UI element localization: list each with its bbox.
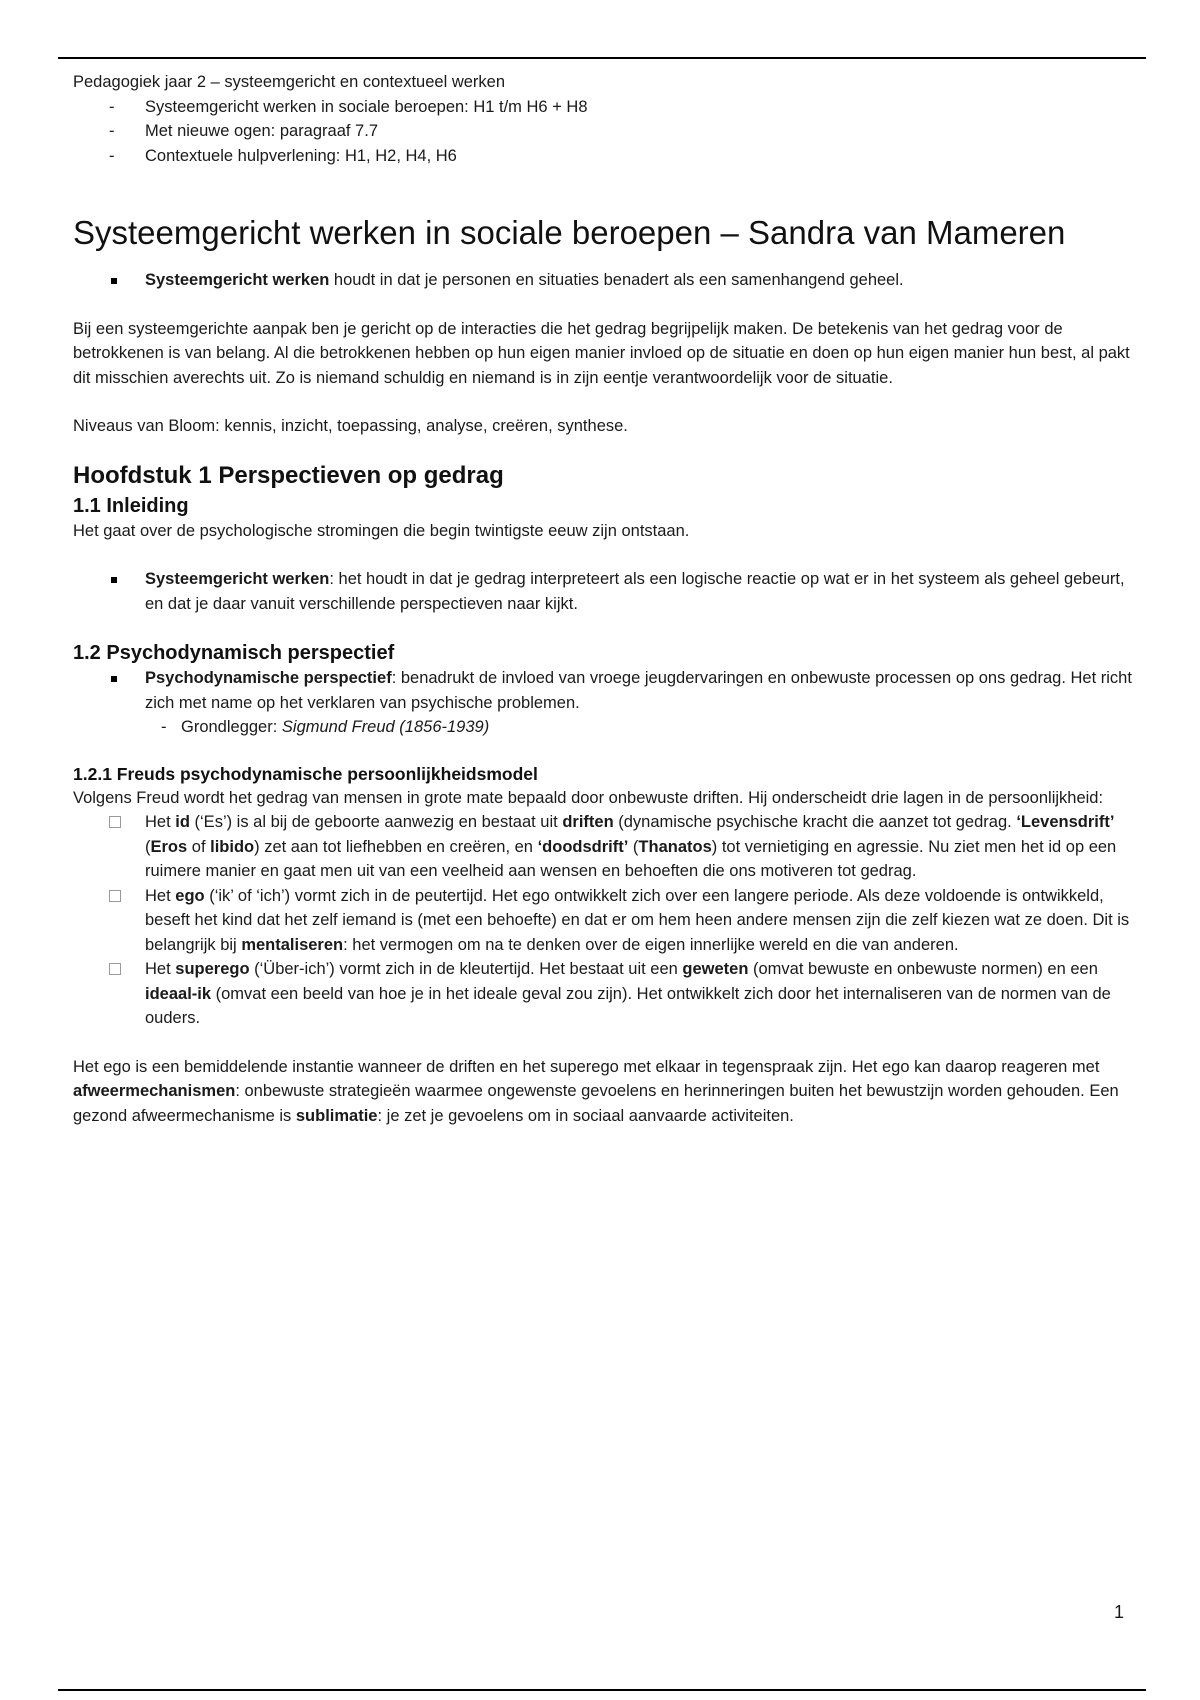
list-item: Het ego (‘ik’ of ‘ich’) vormt zich in de peutertijd. Het ego ontwikkelt zich over een langere periode. Als deze voldoende is ontwikkeld, beseft het kind dat het zelf iemand is (met een behoefte) en dat er om hem heen andere mensen zijn die zelf kiezen wat ze doen. Dit is belangrijk bij mentaliseren: het vermogen om na te denken over de eigen innerlijke wereld en die van anderen. — [73, 884, 1133, 958]
header-rule — [58, 57, 1146, 59]
dash-marker: - — [109, 97, 115, 116]
list-item: - Contextuele hulpverlening: H1, H2, H4, H6 — [73, 144, 1133, 169]
section-bullet-list — [73, 567, 1133, 616]
square-bullet-icon — [111, 577, 117, 583]
subsection-intro: Volgens Freud wordt het gedrag van mensen in grote mate bepaald door onbewuste driften. Hij onderscheidt drie lagen in de persoonlijkheid: — [73, 788, 1104, 807]
section-text: Het gaat over de psychologische stromingen die begin twintigste eeuw zijn ontstaan. — [73, 521, 690, 540]
checkbox-bullet-icon — [109, 816, 121, 828]
intro-bullet-list — [73, 268, 1133, 293]
subsection-heading: 1.2.1 Freuds psychodynamische persoonlijkheidsmodel — [73, 763, 538, 784]
section-bullet-list — [73, 666, 1133, 715]
personality-layer-list — [73, 810, 1133, 1031]
bloom-line: Niveaus van Bloom: kennis, inzicht, toepassing, analyse, creëren, synthese. — [73, 417, 628, 435]
dash-marker: - — [109, 146, 115, 165]
square-bullet-icon — [111, 676, 117, 682]
list-item: - Met nieuwe ogen: paragraaf 7.7 — [73, 119, 1133, 144]
section-heading: 1.1 Inleiding — [73, 494, 189, 517]
list-item: - Systeemgericht werken in sociale beroepen: H1 t/m H6 + H8 — [73, 95, 1133, 120]
closing-paragraph: Het ego is een bemiddelende instantie wanneer de driften en het superego met elkaar in tegenspraak zijn. Het ego kan daarop reageren met afweermechanismen: onbewuste strategieën waarmee ongewenste gevoelens en herinneringen buiten het bewustzijn worden gehouden. Een gezond afweermechanisme is sublimatie: je zet je gevoelens om in sociaal aanvaarde activiteiten. — [73, 1057, 1119, 1125]
list-item: Het superego (‘Über-ich’) vormt zich in de kleutertijd. Het bestaat uit een geweten (omvat bewuste en onbewuste normen) en een ideaal-ik (omvat een beeld van hoe je in het ideale geval zou zijn). Het ontwikkelt zich door het internaliseren van de normen van de ouders. — [73, 957, 1133, 1031]
dash-marker: - — [109, 122, 115, 140]
section-heading: 1.2 Psychodynamisch perspectief — [73, 642, 395, 664]
list-item: Systeemgericht werken: het houdt in dat je gedrag interpreteert als een logische reactie op wat er in het systeem als geheel gebeurt, en dat je daar vanuit verschillende perspectieven naar kijkt. — [73, 567, 1133, 616]
founder-list — [73, 715, 1133, 740]
checkbox-bullet-icon — [109, 890, 121, 902]
list-item: Systeemgericht werken houdt in dat je personen en situaties benadert als een samenhangend geheel. — [73, 268, 1133, 293]
document-title: Systeemgericht werken in sociale beroepen – Sandra van Mameren — [73, 214, 1066, 251]
dash-marker: - — [161, 718, 167, 736]
page-number: 1 — [1114, 1602, 1125, 1622]
chapter-heading: Hoofdstuk 1 Perspectieven op gedrag — [73, 461, 504, 489]
list-item: - Grondlegger: Sigmund Freud (1856-1939) — [73, 715, 1133, 740]
intro-paragraph: Bij een systeemgerichte aanpak ben je gericht op de interacties die het gedrag begrijpelijk maken. De betekenis van het gedrag voor de betrokkenen is van belang. Al die betrokkenen hebben op hun eigen manier invloed op de situatie en doen op hun eigen manier hun best, al pakt dit misschien averechts uit. Zo is niemand schuldig en niemand is in zijn eentje verantwoordelijk voor de situatie. — [73, 319, 1130, 387]
square-bullet-icon — [111, 278, 117, 284]
course-line: Pedagogiek jaar 2 – systeemgericht en contextueel werken — [73, 73, 506, 91]
list-item: Het id (‘Es’) is al bij de geboorte aanwezig en bestaat uit driften (dynamische psychische kracht die aanzet tot gedrag. ‘Levensdrift’ (Eros of libido) zet aan tot liefhebben en creëren, en ‘doodsdrift’ (Thanatos) tot vernietiging en agressie. Nu ziet men het id op een ruimere manier en gaat men uit van een veelheid aan wensen en behoeften die ons motiveren tot gedrag. — [73, 810, 1133, 884]
checkbox-bullet-icon — [109, 963, 121, 975]
list-item: Psychodynamische perspectief: benadrukt de invloed van vroege jeugdervaringen en onbewuste processen op ons gedrag. Het richt zich met name op het verklaren van psychische problemen. — [73, 666, 1133, 715]
source-list — [73, 95, 1133, 169]
footer-rule — [58, 1689, 1146, 1691]
document-page — [73, 70, 1133, 1128]
